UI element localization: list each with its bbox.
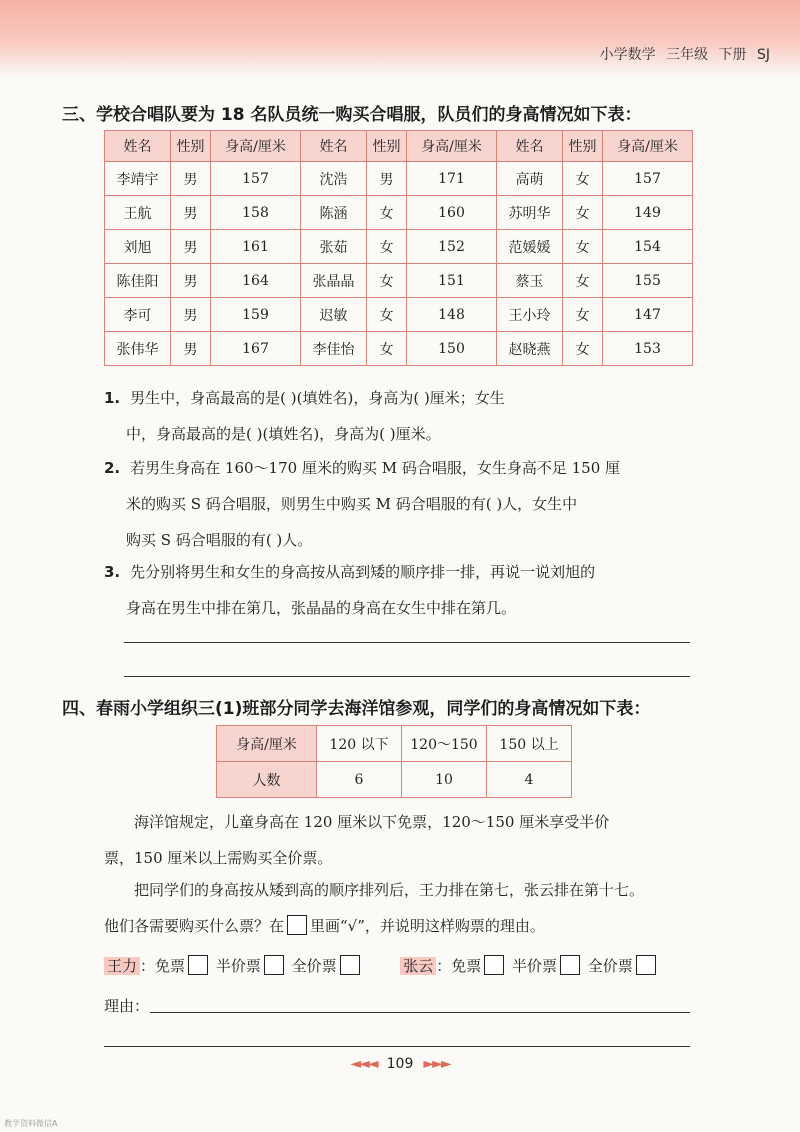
- header-name: 姓名: [301, 131, 367, 162]
- half-ticket-label: 半价票: [512, 957, 558, 975]
- name-cell: 王航: [105, 196, 171, 230]
- height-cell: 147: [603, 298, 693, 332]
- table-row: [217, 726, 572, 762]
- page-footer: [0, 1056, 800, 1072]
- table-header-row: [105, 131, 693, 162]
- gender-cell: 女: [367, 230, 407, 264]
- header-name: 姓名: [105, 131, 171, 162]
- item-2-line-3: 购买 S 码合唱服的有( )人。: [126, 531, 313, 549]
- header-name: 姓名: [497, 131, 563, 162]
- height-cell: 152: [407, 230, 497, 264]
- person-1-name: 王力: [104, 957, 140, 975]
- item-number: 1.: [104, 389, 121, 407]
- header-height: 身高/厘米: [407, 131, 497, 162]
- gender-cell: 女: [563, 298, 603, 332]
- ticket-choices: [104, 948, 659, 984]
- gender-cell: 男: [367, 162, 407, 196]
- item-3-line-1: 先分别将男生和女生的身高按从高到矮的顺序排一排，再说一说刘旭的: [130, 563, 596, 581]
- item-1-line-2: 中，身高最高的是( )(填姓名)，身高为( )厘米。: [126, 425, 441, 443]
- height-cell: 160: [407, 196, 497, 230]
- height-cell: 149: [603, 196, 693, 230]
- question-4-title: 四、春雨小学组织三(1)班部分同学去海洋馆参观，同学们的身高情况如下表：: [62, 699, 651, 719]
- name-cell: 苏明华: [497, 196, 563, 230]
- height-cell: 150: [407, 332, 497, 366]
- free-ticket-label: ：免票: [436, 957, 482, 975]
- gender-cell: 女: [563, 332, 603, 366]
- ranking-line-1: 把同学们的身高按从矮到高的顺序排列后，王力排在第七，张云排在第十七。: [134, 881, 645, 899]
- height-summary-table: [216, 725, 572, 798]
- height-cell: 164: [211, 264, 301, 298]
- right-arrows-icon: ►►►: [423, 1056, 450, 1072]
- height-cell: 151: [407, 264, 497, 298]
- name-cell: 张伟华: [105, 332, 171, 366]
- row-head-height: 身高/厘米: [217, 726, 317, 762]
- range-cell: 120 以下: [317, 726, 402, 762]
- name-cell: 蔡玉: [497, 264, 563, 298]
- height-cell: 159: [211, 298, 301, 332]
- name-cell: 李靖宇: [105, 162, 171, 196]
- left-arrows-icon: ◄◄◄: [350, 1056, 377, 1072]
- checkbox-person1-half[interactable]: [264, 955, 284, 975]
- height-cell: 153: [603, 332, 693, 366]
- header-height: 身高/厘米: [603, 131, 693, 162]
- checkbox-person1-free[interactable]: [188, 955, 208, 975]
- item-1: [104, 380, 505, 452]
- table-row: [105, 332, 693, 366]
- ranking-line-2a: 他们各需要购买什么票？在: [104, 917, 285, 935]
- name-cell: 陈佳阳: [105, 264, 171, 298]
- answer-line[interactable]: [124, 642, 690, 643]
- half-ticket-label: 半价票: [215, 957, 261, 975]
- book-header: 小学数学 三年级 下册 SJ: [599, 47, 770, 63]
- reason-line[interactable]: [104, 1046, 690, 1047]
- gender-cell: 女: [563, 162, 603, 196]
- item-number: 2.: [104, 459, 121, 477]
- header-gender: 性别: [171, 131, 211, 162]
- header-height: 身高/厘米: [211, 131, 301, 162]
- height-cell: 157: [603, 162, 693, 196]
- watermark: 教学资料微信A: [4, 1119, 58, 1128]
- height-cell: 171: [407, 162, 497, 196]
- height-cell: 158: [211, 196, 301, 230]
- gender-cell: 女: [367, 298, 407, 332]
- item-3-line-2: 身高在男生中排在第几，张晶晶的身高在女生中排在第几。: [126, 599, 517, 617]
- gender-cell: 女: [563, 196, 603, 230]
- page-number: 109: [386, 1056, 414, 1072]
- checkbox-person1-full[interactable]: [340, 955, 360, 975]
- table-row: [105, 162, 693, 196]
- gender-cell: 女: [367, 332, 407, 366]
- gender-cell: 女: [367, 264, 407, 298]
- range-cell: 120～150: [402, 726, 487, 762]
- name-cell: 高萌: [497, 162, 563, 196]
- rule-paragraph: [104, 804, 609, 876]
- header-band: [0, 0, 800, 78]
- full-ticket-label: 全价票: [291, 957, 337, 975]
- gender-cell: 男: [171, 196, 211, 230]
- reason-line[interactable]: [150, 1012, 690, 1013]
- gender-cell: 女: [563, 230, 603, 264]
- height-cell: 148: [407, 298, 497, 332]
- gender-cell: 男: [171, 298, 211, 332]
- item-3: [104, 554, 595, 626]
- count-cell: 10: [402, 762, 487, 798]
- name-cell: 沈浩: [301, 162, 367, 196]
- table-row: [217, 762, 572, 798]
- header-gender: 性别: [563, 131, 603, 162]
- checkbox-person2-half[interactable]: [560, 955, 580, 975]
- table-row: [105, 298, 693, 332]
- gender-cell: 男: [171, 264, 211, 298]
- item-number: 3.: [104, 563, 121, 581]
- name-cell: 范媛媛: [497, 230, 563, 264]
- range-cell: 150 以上: [487, 726, 572, 762]
- table-row: [105, 264, 693, 298]
- height-table: [104, 130, 693, 366]
- item-2-line-1: 若男生身高在 160～170 厘米的购买 M 码合唱服，女生身高不足 150 厘: [130, 459, 621, 477]
- name-cell: 刘旭: [105, 230, 171, 264]
- table-row: [105, 230, 693, 264]
- gender-cell: 女: [563, 264, 603, 298]
- name-cell: 陈涵: [301, 196, 367, 230]
- ranking-line-2b: 里画“√”，并说明这样购票的理由。: [310, 917, 545, 935]
- name-cell: 李可: [105, 298, 171, 332]
- answer-line[interactable]: [124, 676, 690, 677]
- count-cell: 6: [317, 762, 402, 798]
- gender-cell: 男: [171, 230, 211, 264]
- item-2: [104, 450, 620, 558]
- height-cell: 154: [603, 230, 693, 264]
- height-cell: 155: [603, 264, 693, 298]
- height-cell: 161: [211, 230, 301, 264]
- height-cell: 157: [211, 162, 301, 196]
- item-1-line-1: 男生中，身高最高的是( )(填姓名)，身高为( )厘米；女生: [130, 389, 505, 407]
- rule-line-2: 票，150 厘米以上需购买全价票。: [104, 849, 333, 867]
- person-2-name: 张云: [400, 957, 436, 975]
- name-cell: 王小玲: [497, 298, 563, 332]
- ranking-paragraph: [104, 872, 644, 944]
- gender-cell: 男: [171, 162, 211, 196]
- name-cell: 张茹: [301, 230, 367, 264]
- name-cell: 张晶晶: [301, 264, 367, 298]
- gender-cell: 女: [367, 196, 407, 230]
- name-cell: 迟敏: [301, 298, 367, 332]
- height-cell: 167: [211, 332, 301, 366]
- name-cell: 李佳怡: [301, 332, 367, 366]
- checkbox-person2-full[interactable]: [636, 955, 656, 975]
- name-cell: 赵晓燕: [497, 332, 563, 366]
- free-ticket-label: ：免票: [140, 957, 186, 975]
- checkbox-person2-free[interactable]: [484, 955, 504, 975]
- full-ticket-label: 全价票: [587, 957, 633, 975]
- rule-line-1: 海洋馆规定，儿童身高在 120 厘米以下免票，120～150 厘米享受半价: [134, 813, 610, 831]
- gender-cell: 男: [171, 332, 211, 366]
- header-gender: 性别: [367, 131, 407, 162]
- table-row: [105, 196, 693, 230]
- question-3-title: 三、学校合唱队要为 18 名队员统一购买合唱服，队员们的身高情况如下表：: [62, 105, 642, 125]
- example-checkbox: [287, 915, 307, 935]
- row-head-count: 人数: [217, 762, 317, 798]
- reason-label: 理由：: [104, 997, 150, 1015]
- item-2-line-2: 米的购买 S 码合唱服，则男生中购买 M 码合唱服的有( )人，女生中: [126, 495, 578, 513]
- count-cell: 4: [487, 762, 572, 798]
